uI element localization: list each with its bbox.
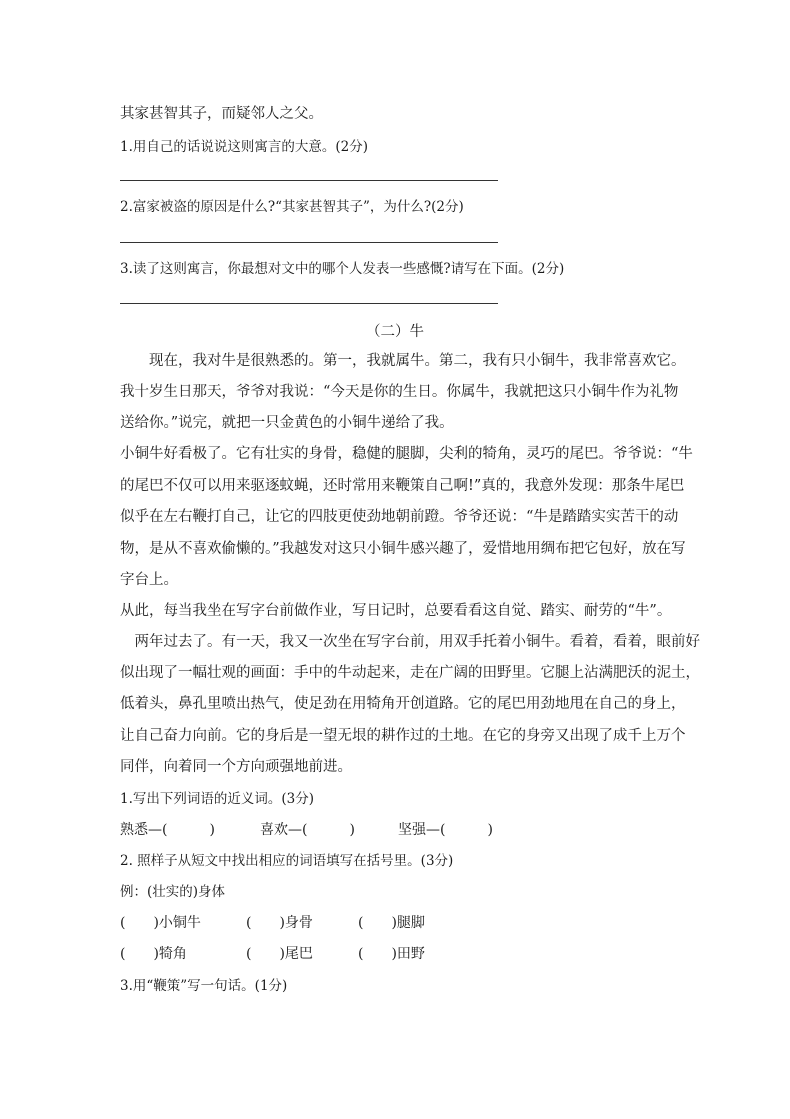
passage-line: 似出现了一幅壮观的画面：手中的牛动起来，走在广阔的田野里。它腿上沾满肥沃的泥土， — [120, 665, 700, 681]
question-2-2: 2. 照样子从短文中找出相应的词语填写在括号里。(3分) — [120, 853, 454, 869]
fill-blank[interactable]: ( )尾巴 — [246, 946, 313, 962]
synonym-blank-2[interactable]: 喜欢—( ) — [260, 822, 355, 838]
passage-line: 送给你。”说完，就把一只金黄色的小铜牛递给了我。 — [120, 415, 454, 431]
passage-line: 现在，我对牛是很熟悉的。第一，我就属牛。第二，我有只小铜牛，我非常喜欢它。 — [120, 353, 686, 369]
passage-line: 同伴，向着同一个方向顽强地前进。 — [120, 759, 352, 775]
synonym-blank-1[interactable]: 熟悉—( ) — [120, 822, 215, 838]
example-line: 例：(壮实的)身体 — [120, 884, 226, 900]
synonym-blank-3[interactable]: 坚强—( ) — [398, 822, 493, 838]
fill-blank[interactable]: ( )田野 — [358, 946, 425, 962]
passage-line: 让自己奋力向前。它的身后是一望无垠的耕作过的土地。在它的身旁又出现了成千上万个 — [120, 728, 686, 744]
fill-blank[interactable]: ( )腿脚 — [358, 915, 425, 931]
question-1: 1.用自己的话说说这则寓言的大意。(2分) — [120, 139, 369, 155]
fill-blank[interactable]: ( )犄角 — [120, 946, 187, 962]
question-2-3: 3.用“鞭策”写一句话。(1分) — [120, 978, 288, 994]
fill-blank[interactable]: ( )身骨 — [246, 915, 313, 931]
section-title: （二）牛 — [366, 324, 424, 340]
passage-tail: 其家甚智其子，而疑邻人之父。 — [120, 106, 323, 122]
fill-blank[interactable]: ( )小铜牛 — [120, 915, 201, 931]
passage-line: 从此，每当我坐在写字台前做作业，写日记时，总要看看这自觉、踏实、耐劳的“牛”。 — [120, 603, 672, 619]
passage-line: 字台上。 — [120, 572, 178, 588]
passage-line: 我十岁生日那天，爷爷对我说：“今天是你的生日。你属牛，我就把这只小铜牛作为礼物 — [120, 384, 679, 400]
passage-line: 的尾巴不仅可以用来驱逐蚊蝇，还时常用来鞭策自己啊!”真的，我意外发现：那条牛尾巴 — [120, 478, 685, 494]
question-2-1: 1.写出下列词语的近义词。(3分) — [120, 791, 315, 807]
answer-line-3[interactable] — [120, 303, 498, 304]
passage-line: 物，是从不喜欢偷懒的。”我越发对这只小铜牛感兴趣了，爱惜地用绸布把它包好，放在写 — [120, 541, 686, 557]
passage-line: 似乎在左右鞭打自己，让它的四肢更使劲地朝前蹬。爷爷还说：“牛是踏踏实实苦干的动 — [120, 509, 679, 525]
passage-line: 小铜牛好看极了。它有壮实的身骨，稳健的腿脚，尖利的犄角，灵巧的尾巴。爷爷说：“牛 — [120, 446, 693, 462]
question-2: 2.富家被盗的原因是什么?“其家甚智其子”，为什么?(2分) — [120, 199, 464, 215]
passage-line: 低着头，鼻孔里喷出热气，使足劲在用犄角开创道路。它的尾巴用劲地甩在自己的身上， — [120, 696, 686, 712]
passage-line: 两年过去了。有一天，我又一次坐在写字台前，用双手托着小铜牛。看着，看着，眼前好 — [120, 634, 700, 650]
answer-line-1[interactable] — [120, 180, 498, 181]
question-3: 3.读了这则寓言，你最想对文中的哪个人发表一些感慨?请写在下面。(2分) — [120, 261, 565, 277]
answer-line-2[interactable] — [120, 242, 498, 243]
